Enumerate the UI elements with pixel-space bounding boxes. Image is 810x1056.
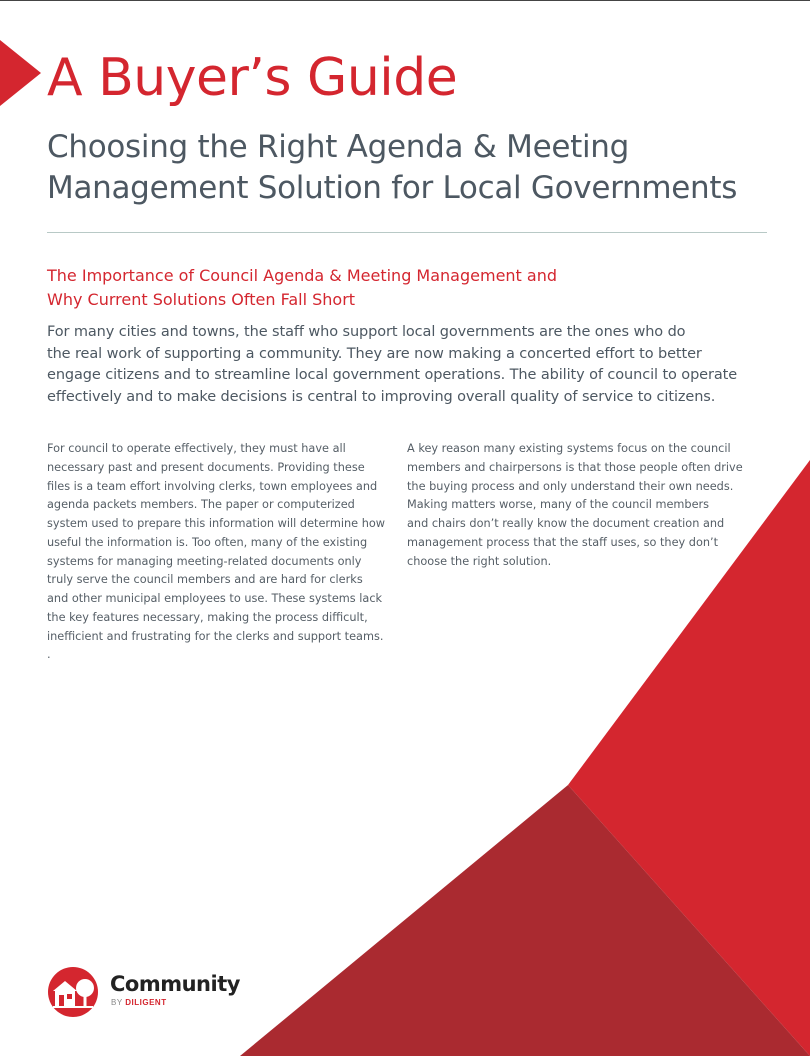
- right-column-line: management process that the staff uses, so they don’t: [407, 535, 719, 549]
- left-column-line: system used to prepare this information will determine how: [47, 517, 386, 530]
- page-subtitle: [47, 127, 787, 209]
- left-column-line: files is a team effort involving clerks, town employees and: [47, 479, 378, 493]
- logo-wordmark: Community: [110, 972, 240, 996]
- section-divider: [47, 232, 767, 233]
- left-column-line: truly serve the council members and are hard for clerks: [47, 573, 363, 587]
- left-column-line: and other municipal employees to use. These systems lack: [47, 592, 383, 605]
- logo-byline: [111, 998, 167, 1008]
- intro-line: effectively and to make decisions is central to improving overall quality of service to citizens.: [47, 388, 716, 405]
- section-heading-line: The Importance of Council Agenda & Meeting Management and: [47, 266, 558, 285]
- intro-paragraph: [47, 322, 767, 408]
- left-column-line: inefficient and frustrating for the clerks and support teams.: [47, 629, 384, 643]
- right-column-line: Making matters worse, many of the council members: [407, 498, 710, 512]
- left-column-line: necessary past and present documents. Providing these: [47, 460, 365, 474]
- left-column-line: systems for managing meeting-related documents only: [47, 554, 362, 568]
- intro-line: the real work of supporting a community. They are now making a concerted effort to better: [47, 345, 702, 362]
- left-column-line: .: [47, 648, 51, 662]
- subtitle-line: Management Solution for Local Governments: [47, 170, 738, 206]
- right-column-paragraph: [407, 440, 752, 571]
- left-column-line: agenda packets members. The paper or computerized: [47, 498, 355, 512]
- community-logo-icon: [47, 966, 99, 1018]
- right-column-line: the buying process and only understand their own needs.: [407, 479, 734, 493]
- right-column-line: A key reason many existing systems focus on the council: [407, 442, 731, 455]
- community-logo: [47, 966, 257, 1020]
- intro-line: For many cities and towns, the staff who support local governments are the ones who do: [47, 324, 686, 340]
- left-column-line: the key features necessary, making the process difficult,: [47, 610, 368, 624]
- left-column-line: useful the information is. Too often, many of the existing: [47, 535, 368, 549]
- subtitle-line: Choosing the Right Agenda & Meeting: [47, 129, 630, 165]
- section-heading: [47, 264, 747, 312]
- section-heading-line: Why Current Solutions Often Fall Short: [47, 290, 356, 309]
- logo-by-text: BY: [111, 998, 123, 1007]
- left-column-line: For council to operate effectively, they must have all: [47, 442, 346, 455]
- right-column-line: and chairs don’t really know the document creation and: [407, 517, 725, 530]
- page-title: A Buyer’s Guide: [47, 48, 458, 108]
- logo-brand-text: DILIGENT: [125, 998, 167, 1007]
- title-arrow-marker: [0, 40, 42, 106]
- left-column-paragraph: [47, 440, 392, 665]
- right-column-line: choose the right solution.: [407, 554, 552, 568]
- right-column-line: members and chairpersons is that those people often drive: [407, 460, 743, 474]
- intro-line: engage citizens and to streamline local government operations. The ability of council to operate: [47, 367, 738, 383]
